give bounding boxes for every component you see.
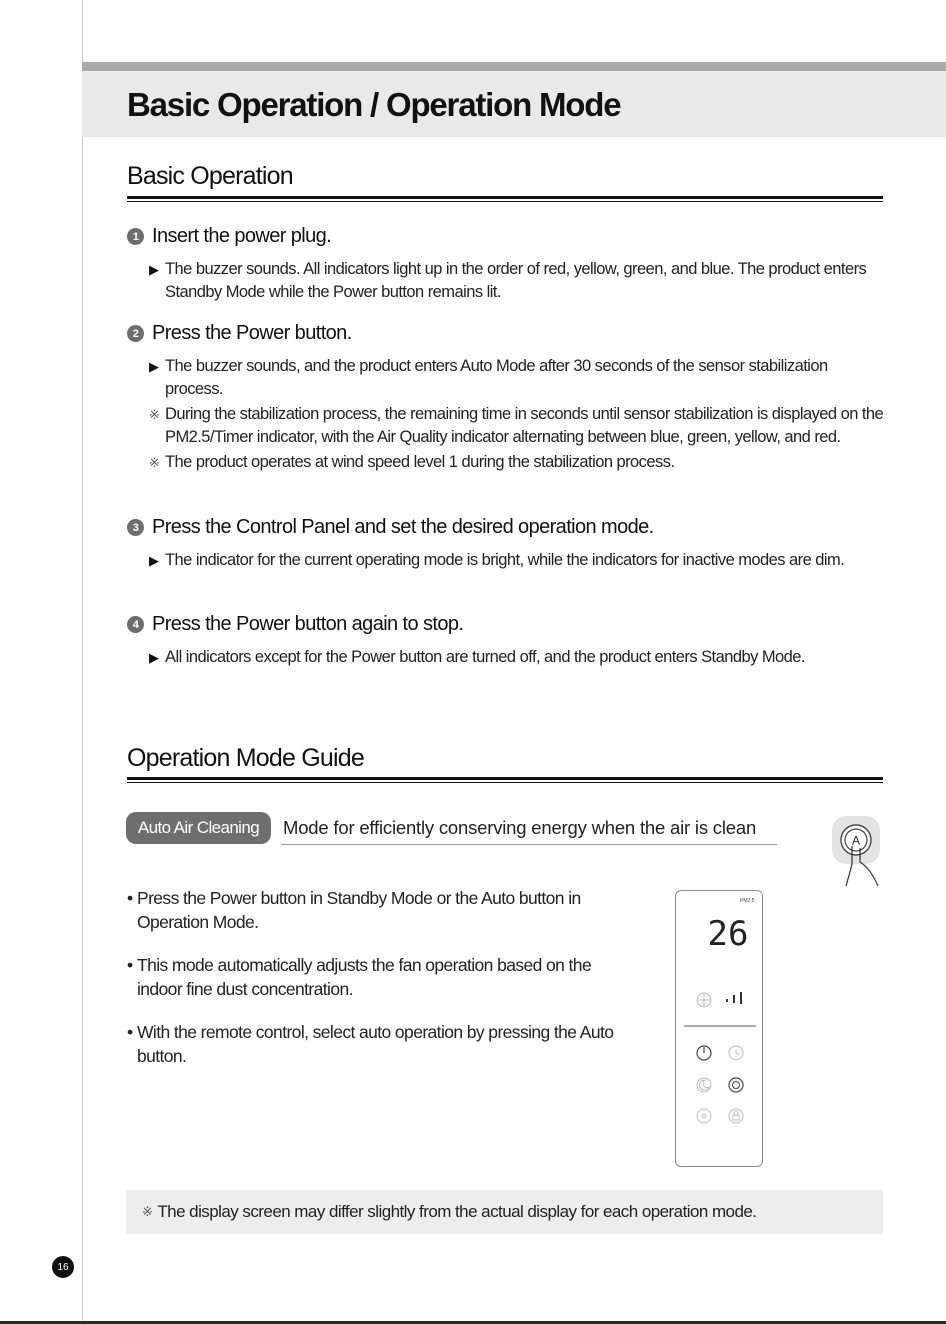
display-note-box [126,1190,883,1234]
step-title: Press the Control Panel and set the desired operation mode. [152,516,654,538]
list-item: • This mode automatically adjusts the fan operation based on the indoor fine dust concentration. [127,955,592,999]
step-1 [127,225,886,306]
step-2 [127,322,886,476]
note-marker-icon: ※ [149,407,160,422]
note-marker-icon: ※ [142,1204,153,1219]
auto-mode-icon [729,1078,743,1092]
auto-button-touch-icon [824,812,888,892]
step-note [149,451,886,474]
light-icon [697,1109,711,1123]
step-line [149,258,886,304]
page-number: 16 [52,1256,74,1278]
pm25-label: PM2.5 [740,898,755,904]
step-4 [127,613,886,671]
lock-icon [729,1109,743,1123]
step-line-text: The buzzer sounds, and the product enters Auto Mode after 30 seconds of the sensor stabilization process. [165,357,828,398]
step-number-badge: 1 [127,228,144,245]
step-line [149,646,886,669]
step-line [149,549,886,572]
arrow-marker-icon: ▶ [149,359,159,374]
step-title: Insert the power plug. [152,225,332,247]
step-number-badge: 3 [127,519,144,536]
mode-guide-rule [127,777,883,783]
step-line-text: All indicators except for the Power button are turned off, and the product enters Standby Mode. [165,648,805,666]
mode-description-underline [281,844,777,845]
display-note-text: The display screen may differ slightly from the actual display for each operation mode. [157,1202,757,1221]
mode-guide-heading: Operation Mode Guide [127,744,364,772]
step-line-text: The buzzer sounds. All indicators light up in the order of red, yellow, green, and blue. The product enters Standby Mode while the Power button remains lit. [165,260,867,301]
fan-speed-bars-icon [726,992,742,1004]
step-line [149,355,886,401]
arrow-marker-icon: ▶ [149,553,159,568]
sleep-icon [697,1078,711,1092]
page-title: Basic Operation / Operation Mode [127,86,621,123]
step-line-text: The indicator for the current operating mode is bright, while the indicators for inactive modes are dim. [165,551,845,569]
auto-letter: A [851,833,861,848]
mode-bullets [127,886,627,1087]
arrow-marker-icon: ▶ [149,650,159,665]
arrow-marker-icon: ▶ [149,262,159,277]
fan-icon [697,993,711,1007]
basic-operation-heading: Basic Operation [127,162,293,190]
step-note [149,403,886,449]
list-item: • With the remote control, select auto operation by pressing the Auto button. [127,1022,614,1066]
step-number-badge: 2 [127,325,144,342]
pm25-display-value: 26 [707,914,749,954]
timer-icon [729,1046,743,1060]
list-item: • Press the Power button in Standby Mode or the Auto button in Operation Mode. [127,888,581,932]
auto-air-cleaning-label: Auto Air Cleaning [126,812,271,844]
left-margin-rule [82,0,83,1324]
step-title: Press the Power button. [152,322,352,344]
step-note-text: The product operates at wind speed level 1 during the stabilization process. [165,453,675,471]
step-3 [127,516,886,574]
header-top-band [82,62,946,71]
step-note-text: During the stabilization process, the remaining time in seconds until sensor stabilization is displayed on the PM2.5/Timer indicator, with the Air Quality indicator alternating between blue, green, yellow, and red. [165,405,884,446]
mode-description: Mode for efficiently conserving energy when the air is clean [283,817,757,838]
basic-operation-rule [127,196,883,202]
step-number-badge: 4 [127,616,144,633]
note-marker-icon: ※ [149,455,160,470]
step-title: Press the Power button again to stop. [152,613,464,635]
power-icon [697,1046,711,1060]
